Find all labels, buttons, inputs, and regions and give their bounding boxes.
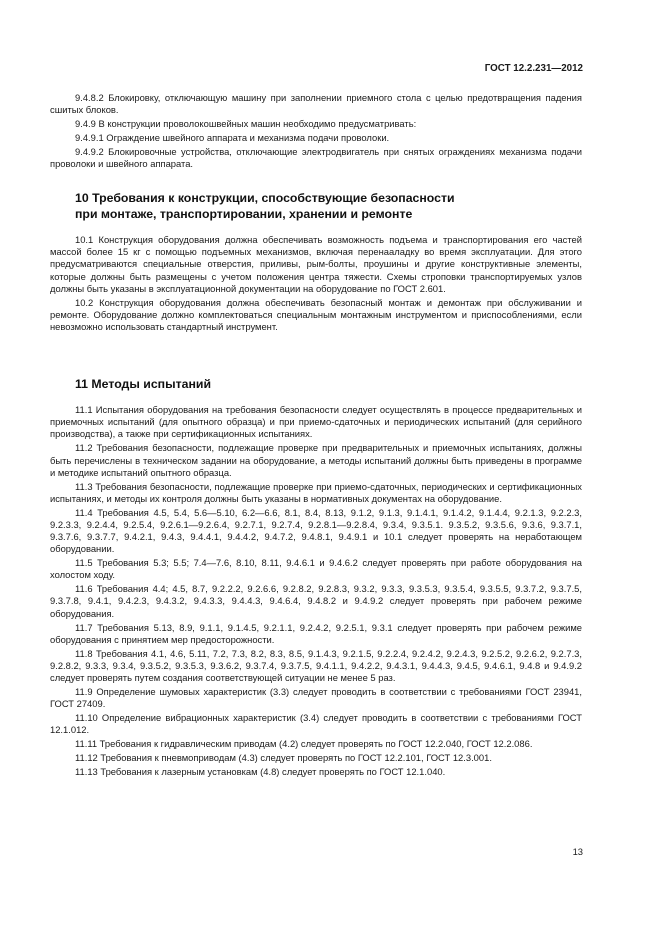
section-9-continuation [50,92,582,172]
paragraph-11-1: 11.1 Испытания оборудования на требования безопасности следует осуществлять в процессе предварительных и приемочных испытаний (для опытного образца) и при приемо-сдаточных и периодических испытаний (для серийного производства), а также при сертификационных испытаниях. [50,404,582,440]
paragraph-10-1: 10.1 Конструкция оборудования должна обеспечивать возможность подъема и транспортирования его частей массой более 15 кг с помощью подъемных механизмов, включая перенааладку во время эксплуатации. Для этого предусматриваются специальные отверстия, приливы, рым-болты, проушины и другие конструктивные элементы, которые должны быть размещены с учетом положения центра тяжести. Схемы строповки транспортируемых узлов должны быть указаны в эксплуатационной документации на оборудование по ГОСТ 2.601. [50,234,582,294]
paragraph-11-11: 11.11 Требования к гидравлическим приводам (4.2) следует проверять по ГОСТ 12.2.040, ГОСТ 12.2.086. [75,738,533,750]
paragraph-11-2: 11.2 Требования безопасности, подлежащие проверке при предварительных и приемочных испытаниях, должны быть перечислены в техническом задании на оборудование, а методы испытаний должны быть приведены в программе и методике испытаний опытного образца. [50,442,582,478]
paragraph-9-4-9: 9.4.9 В конструкции проволокошвейных машин необходимо предусматривать: [75,118,417,130]
paragraph-9-4-9-1: 9.4.9.1 Ограждение швейного аппарата и механизма подачи проволоки. [75,131,390,143]
paragraph-9-4-9-2: 9.4.9.2 Блокировочные устройства, отключающие электродвигатель при снятых ограждениях механизма подачи проволоки и швейного аппарата. [50,145,582,170]
page-number: 13 [572,846,583,857]
paragraph-11-8: 11.8 Требования 4.1, 4.6, 5.11, 7.2, 7.3, 8.2, 8.3, 8.5, 9.1.4.3, 9.2.1.5, 9.2.2.4, 9.2.4.2, 9.2.4.3, 9.2.5.2, 9.2.6.2, 9.2.7.3, 9.2.8.2, 9.3.3, 9.3.4, 9.3.5.2, 9.3.5.3, 9.3.6.2, 9.3.7.4, 9.3.7.5, 9.4.1.1, 9.4.2.2, 9.4.3.1, 9.4.4.3, 9.4.5, 9.4.6.1, 9.4.8 и 9.4.9.2 следует проверять путем создания соответствующей ситуации не менее 5 раз. [50,647,582,684]
section-10-body [50,234,582,335]
section-11-title: 11 Методы испытаний [75,377,212,391]
paragraph-11-10: 11.10 Определение вибрационных характеристик (3.4) следует проводить в соответствии с требованиями ГОСТ 12.1.012. [50,712,582,736]
paragraph-10-2: 10.2 Конструкция оборудования должна обеспечивать безопасный монтаж и демонтаж при обслуживании и ремонте. Оборудование должно комплектоваться специальным монтажным инструментом и приспособлениями, если невозможно использовать стандартный инструмент. [50,296,582,333]
paragraph-11-3: 11.3 Требования безопасности, подлежащие проверке при приемо-сдаточных, периодических и сертификационных испытаниях, и методы их контроля должны быть указаны в нормативных документах на оборудование. [50,480,582,504]
paragraph-11-9: 11.9 Определение шумовых характеристик (3.3) следует проводить в соответствии с требованиями ГОСТ 23941, ГОСТ 27409. [50,685,582,710]
section-10-title-line-2: при монтаже, транспортировании, хранении и ремонте [75,206,413,221]
paragraph-11-4: 11.4 Требования 4.5, 5.4, 5.6—5.10, 6.2—6.6, 8.1, 8.4, 8.13, 9.1.2, 9.1.3, 9.1.4.1, 9.1.4.2, 9.1.4.4, 9.2.1.3, 9.2.2.3, 9.2.3.3, 9.2.4.4, 9.2.5.4, 9.2.6.1—9.2.6.4, 9.2.7.1, 9.2.7.4, 9.2.8.1—9.2.8.4, 9.3.4, 9.3.5.1. 9.3.5.2, 9.3.5.6, 9.3.6, 9.3.7.1, 9.3.7.6, 9.3.7.7, 9.4.2.1, 9.4.3, 9.4.4.1, 9.4.4.2, 9.4.7.2, 9.4.8.1, 9.4.9.1 и 10.1 следует проверять на неработающем оборудовании. [50,506,582,555]
paragraph-11-13: 11.13 Требования к лазерным установкам (4.8) следует проверять по ГОСТ 12.1.040. [75,765,446,777]
paragraph-11-7: 11.7 Требования 5.13, 8.9, 9.1.1, 9.1.4.5, 9.2.1.1, 9.2.4.2, 9.2.5.1, 9.3.1 следует проверять при рабочем режиме оборудования с принятием мер предосторожности. [50,621,582,645]
section-11-body [50,404,582,780]
section-10 [50,191,582,222]
paragraph-11-12: 11.12 Требования к пневмоприводам (4.3) следует проверять по ГОСТ 12.2.101, ГОСТ 12.3.001. [75,752,492,764]
paragraph-11-6: 11.6 Требования 4.4; 4.5, 8.7, 9.2.2.2, 9.2.6.6, 9.2.8.2, 9.2.8.3, 9.3.2, 9.3.3, 9.3.5.3, 9.3.5.4, 9.3.5.5, 9.3.7.2, 9.3.7.5, 9.3.7.8, 9.4.1, 9.4.2.3, 9.4.3.2, 9.4.3.3, 9.4.4.3, 9.4.6.4, 9.4.8.2 и 9.4.9.2 следует проверять при рабочем режиме оборудования. [50,583,582,619]
document-header: ГОСТ 12.2.231—2012 [484,63,583,74]
paragraph-11-5: 11.5 Требования 5.3; 5.5; 7.4—7.6, 8.10, 8.11, 9.4.6.1 и 9.4.6.2 следует проверять при работе оборудования на холостом ходу. [50,557,582,581]
section-10-title-line-1: 10 Требования к конструкции, способствующие безопасности [75,191,455,205]
paragraph-9-4-8-2: 9.4.8.2 Блокировку, отключающую машину при заполнении приемного стола с целью предотвращения падения сшитых блоков. [50,92,582,116]
section-11 [50,377,582,393]
